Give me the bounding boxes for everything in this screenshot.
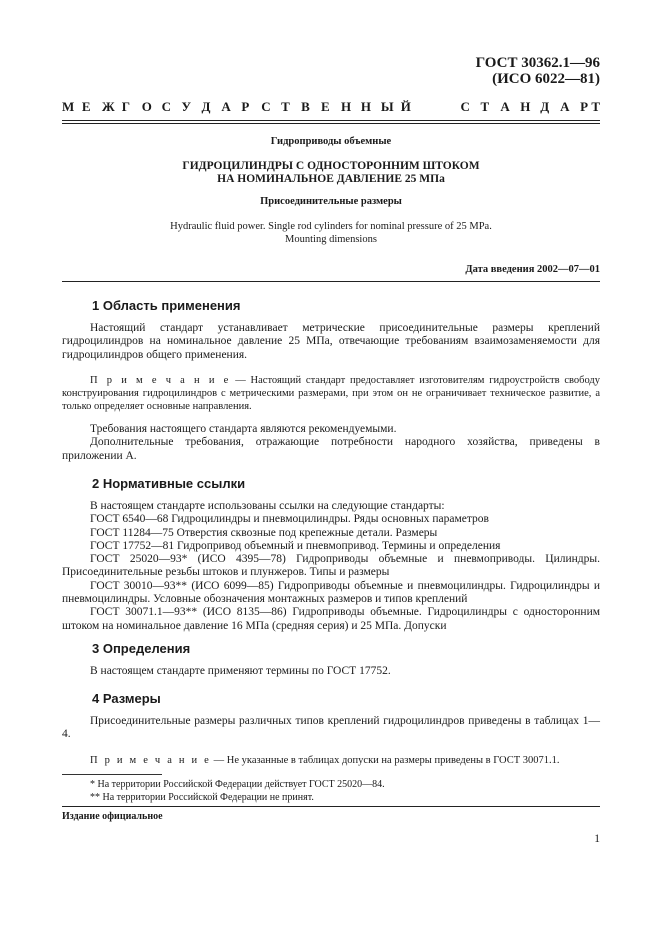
banner-letter: Т	[591, 99, 600, 114]
reference-item: ГОСТ 11284—75 Отверстия сквозные под крепежные детали. Размеры	[90, 526, 438, 539]
page-number: 1	[594, 833, 600, 845]
section-1-requirements	[62, 423, 600, 463]
banner-letter: Ы	[380, 99, 394, 114]
paragraph: Требования настоящего стандарта являются рекомендуемыми.	[90, 423, 397, 435]
english-title-line: Mounting dimensions	[285, 234, 377, 245]
iso-number: (ИСО 6022—81)	[492, 71, 600, 87]
section-1-body	[62, 322, 600, 362]
section-4-note	[62, 754, 600, 767]
paragraph: В настоящем стандарте использованы ссылки на следующие стандарты:	[90, 500, 445, 512]
standard-group-title: Гидроприводы объемные	[270, 136, 392, 147]
banner-letter: Д	[201, 99, 211, 114]
note-text: — Настоящий стандарт предоставляет изготовителям гидроустройств свободу конструирования гидроцилиндров с метрическими размерами, при этом он не ограничивает техническое развитие, а только определяет основные направления.	[62, 375, 600, 412]
gost-number: ГОСТ 30362.1—96	[475, 55, 600, 71]
banner-letter: А	[221, 99, 231, 114]
section-1-heading: 1 Область применения	[92, 298, 241, 313]
banner-letter: В	[301, 99, 310, 114]
banner-letter: Г	[121, 99, 131, 114]
reference-item: ГОСТ 25020—93* (ИСО 4395—78) Гидроприводы объемные и пневмоприводы. Цилиндры. Присоединительные резьбы штоков и плунжеров. Типы и размеры	[62, 553, 600, 579]
main-title-line: НА НОМИНАЛЬНОЕ ДАВЛЕНИЕ 25 МПа	[217, 173, 445, 185]
section-3-body	[62, 665, 600, 678]
note-text: — Не указанные в таблицах допуски на размеры приведены в ГОСТ 30071.1.	[211, 755, 560, 766]
paragraph: Дополнительные требования, отражающие потребности народного хозяйства, приведены в приложении А.	[62, 436, 600, 462]
banner-letter: С	[460, 99, 470, 114]
header-rule-bottom	[62, 123, 600, 124]
english-title-line: Hydraulic fluid power. Single rod cylinders for nominal pressure of 25 MPa.	[170, 221, 492, 232]
official-edition-label: Издание официальное	[62, 811, 163, 822]
banner-letter: Р	[241, 99, 250, 114]
banner-letter: Д	[540, 99, 550, 114]
footnote: * На территории Российской Федерации действует ГОСТ 25020—84.	[90, 779, 385, 790]
section-4-heading: 4 Размеры	[92, 691, 161, 706]
section-2-body	[62, 500, 600, 633]
footer-rule	[62, 806, 600, 807]
section-1-note	[62, 374, 600, 413]
banner-letter: М	[62, 99, 75, 114]
reference-item: ГОСТ 6540—68 Гидроцилиндры и пневмоцилиндры. Ряды основных параметров	[90, 513, 489, 526]
banner-letter: Н	[340, 99, 352, 114]
note-paragraph	[62, 374, 600, 413]
banner-letter: Т	[480, 99, 490, 114]
document-number-block	[476, 55, 600, 87]
banner-letter: Т	[281, 99, 290, 114]
note-paragraph	[62, 754, 600, 767]
section-3-heading: 3 Определения	[92, 641, 191, 656]
banner-letter: Р	[580, 99, 589, 114]
main-title-line: ГИДРОЦИЛИНДРЫ С ОДНОСТОРОННИМ ШТОКОМ	[182, 160, 480, 172]
banner-letter: У	[181, 99, 192, 114]
section-4-body	[62, 715, 600, 742]
introduction-date: Дата введения 2002—07—01	[465, 264, 600, 275]
banner-letter: А	[560, 99, 570, 114]
footnote-rule	[62, 774, 162, 775]
date-rule	[62, 281, 600, 282]
section-2-heading: 2 Нормативные ссылки	[92, 476, 246, 491]
paragraph: Настоящий стандарт устанавливает метрические присоединительные размеры креплений гидроцилиндров на номинальное давление 25 МПа, отвечающие требованиям взаимозаменяемости для гидроцилиндров общего применения.	[62, 322, 600, 361]
banner-letter: Е	[81, 99, 91, 114]
note-label: П р и м е ч а н и е	[90, 755, 212, 766]
standard-main-title	[62, 160, 600, 186]
banner-letter: С	[161, 99, 172, 114]
standard-subtitle: Присоединительные размеры	[260, 196, 402, 207]
footnote: ** На территории Российской Федерации не принят.	[90, 792, 314, 803]
reference-item: ГОСТ 30071.1—93** (ИСО 8135—86) Гидроприводы объемные. Гидроцилиндры с односторонним штоком на номинальное давление 16 МПа (средняя серия) и 25 МПа. Допуски	[62, 606, 600, 632]
banner-letter: Й	[400, 99, 411, 114]
banner-letter: Н	[520, 99, 531, 114]
banner-letter: Ж	[101, 99, 115, 114]
banner-letter: А	[500, 99, 510, 114]
header-rule-top	[62, 120, 600, 121]
banner-letter: Е	[321, 99, 330, 114]
interstate-standard-banner	[62, 99, 600, 115]
paragraph: В настоящем стандарте применяют термины по ГОСТ 17752.	[90, 665, 391, 677]
note-label: П р и м е ч а н и е	[90, 375, 231, 386]
reference-item: ГОСТ 17752—81 Гидропривод объемный и пневмопривод. Термины и определения	[90, 539, 501, 552]
banner-letter: С	[261, 99, 271, 114]
footnotes	[62, 778, 600, 804]
reference-item: ГОСТ 30010—93** (ИСО 6099—85) Гидроприводы объемные и пневмоцилиндры. Гидроцилиндры и пневмоцилиндры. Условные обозначения монтажных размеров и типов креплений	[62, 579, 600, 606]
banner-letter: О	[141, 99, 152, 114]
english-title	[62, 220, 600, 246]
banner-letter: Н	[360, 99, 371, 114]
paragraph: Присоединительные размеры различных типов креплений гидроцилиндров приведены в таблицах 1—4.	[62, 715, 600, 741]
